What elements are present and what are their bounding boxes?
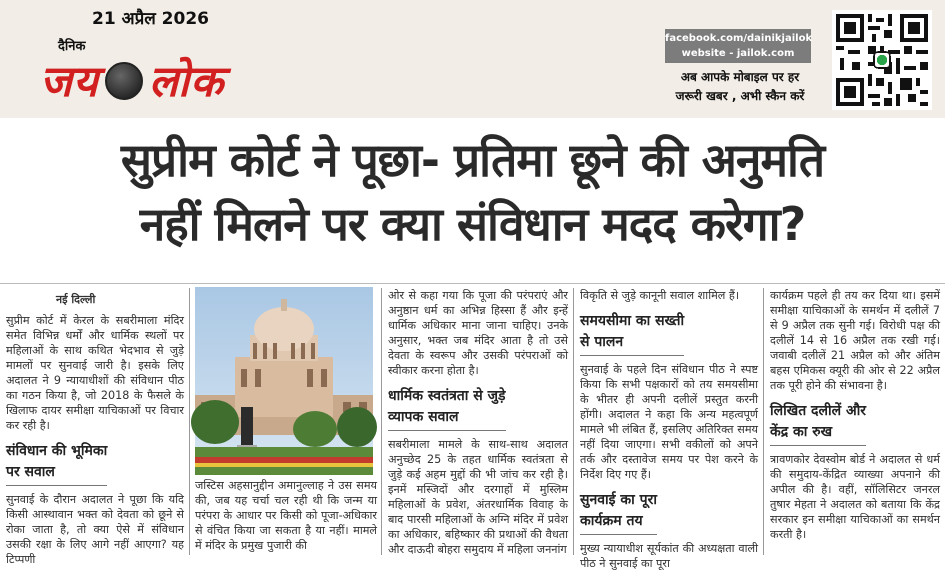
article-column-3 <box>388 288 568 555</box>
article-top-rule <box>0 283 945 284</box>
article-column-1 <box>6 288 184 566</box>
col5-paragraph-2: त्रावणकोर देवस्वोम बोर्ड ने अदालत से धर्म की समुदाय-केंद्रित व्याख्या अपनाने की अपील की है। वहीं, सॉलिसिटर जनरल तुषार मेहता ने अदालत को बताया कि केंद्र सरकार इन समीक्षा याचिकाओं का समर्थन करती है। <box>770 453 940 541</box>
brand-right: लोक <box>148 57 225 107</box>
col4-subhead-1 <box>580 311 684 356</box>
dateline: नई दिल्ली <box>56 293 96 306</box>
col1-subhead-line1: संविधान की भूमिका <box>6 443 108 459</box>
brand-logo[interactable] <box>40 50 224 109</box>
col4-paragraph-2: सुनवाई के पहले दिन संविधान पीठ ने स्पष्ट किया कि सभी पक्षकारों को तय समयसीमा के भीतर ही अपनी दलीलें प्रस्तुत करनी होंगी। अदालत ने कहा कि अन्य महत्वपूर्ण मामले भी लंबित हैं, इसलिए अतिरिक्त समय नहीं दिया जाएगा। सभी वकीलों को अपने तर्क और दस्तावेज समय पर पेश करने के निर्देश दिए गए हैं। <box>580 363 758 481</box>
col3-subhead-line1: धार्मिक स्वतंत्रता से जुड़े <box>388 388 506 404</box>
col4-subhead-1-line1: समयसीमा का सख्ती <box>580 313 685 329</box>
col3-paragraph-1: ओर से कहा गया कि पूजा की परंपराएं और अनुष्ठान धर्म का अभिन्न हिस्सा हैं और इन्हें धार्मिक अधिकार माना जाना चाहिए। उनके अनुसार, भक्त जब मंदिर आता है तो उसे देवता के स्वरूप और उसकी परंपराओं को स्वीकार करना होता है। <box>388 289 568 377</box>
col4-subhead-2-line2: कार्यक्रम तय <box>580 513 643 529</box>
headline-line1: सुप्रीम कोर्ट ने पूछा- प्रतिमा छूने की अनुमति <box>120 133 825 187</box>
col5-paragraph-1: कार्यक्रम पहले ही तय कर दिया था। इसमें समीक्षा याचिकाओं के समर्थन में दलीलें 7 से 9 अप्रैल तक सुनी गई। विरोधी पक्ष की दलीलें 14 से 16 अप्रैल तक रखी गई। जवाबी दलीलें 21 अप्रैल को और अंतिम बहस एमिकस क्यूरी की ओर से 22 अप्रैल तक पूरी होने की संभावना है। <box>770 289 940 392</box>
masthead <box>0 0 945 118</box>
social-links-box[interactable] <box>665 29 811 63</box>
globe-icon <box>105 62 143 100</box>
col1-paragraph-1: सुप्रीम कोर्ट में केरल के सबरीमाला मंदिर समेत विभिन्न धर्मों और धार्मिक स्थलों पर महिलाओं के साथ कथित भेदभाव से जुड़े मामलों पर सुनवाई जारी है। इसके लिए अदालत ने 9 न्यायाधीशों की संविधान पीठ का गठन किया है, जो 2018 के फैसले के खिलाफ दायर समीक्षा याचिकाओं पर विचार कर रही है। <box>6 314 184 432</box>
scan-promo-line2: जरूरी खबर , अभी स्कैन करें <box>675 89 805 103</box>
facebook-link[interactable]: facebook.com/dainikjailok <box>665 33 813 44</box>
edition-date: 21 अप्रैल 2026 <box>92 9 209 29</box>
article-column-2 <box>195 478 377 555</box>
column-divider <box>189 288 190 555</box>
col1-subhead-line2: पर सवाल <box>6 464 55 480</box>
col5-subhead <box>770 401 866 446</box>
main-headline[interactable] <box>0 128 945 256</box>
col3-paragraph-2: सबरीमाला मामले के साथ-साथ अदालत अनुच्छेद 25 के तहत धार्मिक स्वतंत्रता से जुड़े कई अहम मुद्दों की भी जांच कर रही है। इनमें मस्जिदों और दरगाहों में मुस्लिम महिलाओं के प्रवेश, अंतरधार्मिक विवाह के बाद पारसी महिलाओं के अग्नि मंदिर में प्रवेश का अधिकार, बहिष्कार की प्रथाओं की वैधता और दाऊदी बोहरा समुदाय में महिला जननांग <box>388 438 568 556</box>
col4-subhead-2-line1: सुनवाई का पूरा <box>580 492 657 508</box>
col5-subhead-line2: केंद्र का रुख <box>770 424 833 440</box>
column-divider <box>763 288 764 555</box>
col2-paragraph-1: जस्टिस अहसानुद्दीन अमानुल्लाह ने उस समय की, जब यह चर्चा चल रही थी कि जन्म या परंपरा के आधार पर किसी को पूजा-अधिकार से वंचित किया जा सकता है या नहीं। मामले में मंदिर के प्रमुख पुजारी की <box>195 479 377 552</box>
column-divider <box>381 288 382 555</box>
column-divider <box>573 288 574 555</box>
col4-subhead-1-line2: से पालन <box>580 334 624 350</box>
col5-subhead-line1: लिखित दलीलें और <box>770 403 867 419</box>
supreme-court-photo <box>195 287 373 475</box>
col4-paragraph-3: मुख्य न्यायाधीश सूर्यकांत की अध्यक्षता वाली पीठ ने सुनवाई का पूरा <box>580 542 758 570</box>
col1-subhead <box>6 441 107 486</box>
scan-promo <box>640 68 840 106</box>
article-column-5 <box>770 288 940 555</box>
scan-promo-line1: अब आपके मोबाइल पर हर <box>680 70 800 84</box>
col3-subhead-line2: व्यापक सवाल <box>388 409 459 425</box>
brand-left: जय <box>40 57 99 107</box>
col4-subhead-2 <box>580 490 657 535</box>
brand-prefix: दैनिक <box>58 39 86 54</box>
col1-paragraph-2: सुनवाई के दौरान अदालत ने पूछा कि यदि किसी आस्थावान भक्त को देवता को छूने से रोका जाता है, तो क्या ऐसे में संविधान उसकी रक्षा के लिए आगे नहीं आएगा? यह टिप्पणी <box>6 493 184 566</box>
col3-subhead <box>388 386 506 431</box>
headline-line2: नहीं मिलने पर क्या संविधान मदद करेगा? <box>139 197 806 251</box>
col4-paragraph-1: विकृति से जुड़े कानूनी सवाल शामिल हैं। <box>580 289 740 302</box>
article-column-4 <box>580 288 758 570</box>
website-link[interactable]: website - jailok.com <box>681 48 795 59</box>
qr-code[interactable] <box>832 10 932 110</box>
